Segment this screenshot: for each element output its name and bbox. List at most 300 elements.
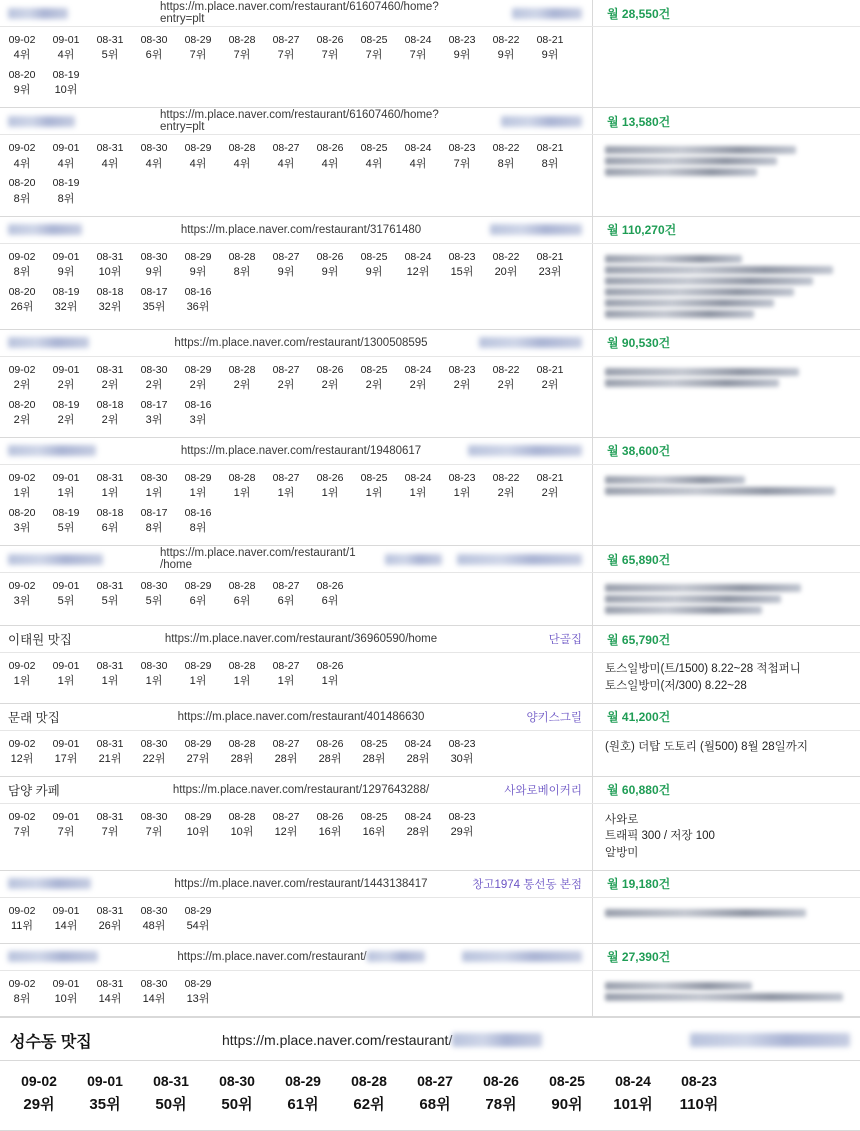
memo-line-redacted <box>605 255 742 263</box>
rank-cell <box>0 31 44 66</box>
rank-value: 28위 <box>274 752 298 765</box>
rank-value: 2위 <box>13 378 31 391</box>
rank-value: 2위 <box>453 378 471 391</box>
rank-history <box>0 731 592 776</box>
featured-rank-value: 50위 <box>221 1096 253 1114</box>
rank-date: 08-22 <box>492 363 520 376</box>
keyword-label <box>0 944 160 970</box>
rank-date: 09-01 <box>52 142 80 155</box>
featured-header-row <box>0 1020 860 1061</box>
memo-line-redacted <box>605 379 779 387</box>
place-url[interactable] <box>160 626 442 652</box>
rank-history <box>0 653 592 702</box>
rank-date: 08-17 <box>140 398 168 411</box>
featured-rank-date: 09-02 <box>21 1073 57 1090</box>
rank-date: 08-24 <box>404 737 432 750</box>
rank-cell <box>132 248 176 283</box>
keyword-label-redacted <box>8 554 103 565</box>
place-url-text: https://m.place.naver.com/restaurant/ <box>177 950 367 963</box>
rank-value: 8위 <box>57 192 75 205</box>
rank-value: 9위 <box>321 265 339 278</box>
rank-date: 09-01 <box>52 34 80 46</box>
place-header-row <box>0 217 860 244</box>
rank-cell <box>0 902 44 937</box>
rank-date: 08-26 <box>316 34 344 46</box>
rank-cell <box>440 139 484 174</box>
place-url[interactable] <box>160 871 442 897</box>
monthly-search-count <box>592 546 860 572</box>
rank-cell <box>176 902 220 937</box>
rank-date: 08-21 <box>536 250 564 263</box>
rank-cell <box>308 361 352 396</box>
place-body-row <box>0 804 860 870</box>
rank-cell <box>264 577 308 612</box>
rank-value: 9위 <box>57 265 75 278</box>
place-url[interactable] <box>160 546 442 572</box>
rank-cell <box>528 248 572 283</box>
rank-value: 2위 <box>541 378 559 391</box>
rank-date: 08-18 <box>96 507 124 520</box>
keyword-label-redacted <box>8 951 98 962</box>
rank-cell <box>396 361 440 396</box>
place-url[interactable] <box>160 944 442 970</box>
rank-cell <box>396 808 440 843</box>
featured-rank-cell <box>336 1073 402 1114</box>
rank-date: 08-31 <box>96 580 124 593</box>
rank-cell <box>308 577 352 612</box>
rank-cell <box>352 31 396 66</box>
place-url-text: https://m.place.naver.com/restaurant/61607460/home?entry=plt <box>160 1 439 25</box>
place-url[interactable] <box>160 217 442 243</box>
rank-cell <box>132 902 176 937</box>
rank-cell <box>484 361 528 396</box>
rank-date: 09-02 <box>8 904 36 917</box>
featured-place-url-redacted <box>452 1033 542 1047</box>
monthly-search-count-text: 월 110,270건 <box>607 223 677 238</box>
rank-cell <box>264 248 308 283</box>
featured-rank-value: 78위 <box>485 1096 517 1114</box>
rank-value: 6위 <box>321 595 339 608</box>
rank-date: 09-01 <box>52 977 80 990</box>
keyword-label-text: 문래 맛집 <box>8 710 60 725</box>
place-url-text: https://m.place.naver.com/restaurant/19480617 <box>180 444 422 457</box>
place-block <box>0 330 860 438</box>
monthly-search-count <box>592 626 860 652</box>
rank-value: 5위 <box>145 595 163 608</box>
rank-date: 08-29 <box>184 250 212 263</box>
rank-value: 7위 <box>453 157 471 170</box>
place-url[interactable] <box>160 777 442 803</box>
rank-history <box>0 971 592 1016</box>
rank-value: 29위 <box>450 825 474 838</box>
rank-history-line <box>0 902 592 937</box>
memo-cell <box>592 898 860 943</box>
rank-cell <box>484 139 528 174</box>
place-body-row <box>0 27 860 107</box>
place-url[interactable] <box>160 438 442 464</box>
rank-value: 1위 <box>277 675 295 688</box>
keyword-label <box>0 777 160 803</box>
rank-cell <box>528 139 572 174</box>
rank-value: 10위 <box>186 825 210 838</box>
rank-value: 4위 <box>57 157 75 170</box>
rank-date: 08-21 <box>536 34 564 46</box>
rank-date: 08-24 <box>404 363 432 376</box>
rank-date: 08-29 <box>184 142 212 155</box>
rank-value: 1위 <box>409 487 427 500</box>
rank-cell <box>484 31 528 66</box>
rank-date: 08-27 <box>272 142 300 155</box>
rank-cell <box>132 139 176 174</box>
place-name-tag-redacted <box>501 116 582 127</box>
rank-date: 08-30 <box>140 580 168 593</box>
place-url-text: https://m.place.naver.com/restaurant/1 /home <box>160 547 356 572</box>
place-url[interactable] <box>160 0 442 26</box>
rank-cell <box>352 808 396 843</box>
rank-date: 08-25 <box>360 737 388 750</box>
rank-date: 08-31 <box>96 810 124 823</box>
rank-date: 08-24 <box>404 250 432 263</box>
rank-value: 1위 <box>101 487 119 500</box>
place-body-row <box>0 135 860 215</box>
place-name-tag-text: 양키스그릴 <box>526 711 582 724</box>
rank-history <box>0 27 592 107</box>
monthly-search-count-text: 월 65,790건 <box>607 632 671 647</box>
rank-value: 1위 <box>321 675 339 688</box>
rank-date: 08-26 <box>316 471 344 484</box>
rank-value: 1위 <box>13 675 31 688</box>
rank-history <box>0 804 592 870</box>
rank-date: 08-26 <box>316 810 344 823</box>
rank-value: 26위 <box>98 919 122 932</box>
memo-line-redacted <box>605 909 806 917</box>
featured-rank-cell <box>402 1073 468 1114</box>
featured-place-block <box>0 1017 860 1131</box>
featured-rank-cell <box>138 1073 204 1114</box>
rank-cell <box>176 248 220 283</box>
memo-cell <box>592 653 860 702</box>
keyword-label-redacted <box>8 116 75 127</box>
rank-date: 08-30 <box>140 471 168 484</box>
rank-cell <box>132 396 176 431</box>
rank-cell <box>176 735 220 770</box>
rank-cell <box>88 808 132 843</box>
rank-date: 08-23 <box>448 363 476 376</box>
rank-date: 08-27 <box>272 250 300 263</box>
rank-value: 2위 <box>57 414 75 426</box>
rank-value: 14위 <box>54 919 78 932</box>
featured-keyword-label <box>0 1020 210 1060</box>
keyword-label-text: 이태원 맛집 <box>8 633 72 648</box>
rank-value: 48위 <box>142 919 166 932</box>
rank-cell <box>0 504 44 539</box>
featured-rank-cell <box>468 1073 534 1114</box>
rank-value: 26위 <box>10 301 34 313</box>
memo-line-redacted <box>605 277 813 285</box>
featured-rank-cell <box>600 1073 666 1114</box>
rank-history <box>0 135 592 215</box>
place-name-tag-redacted <box>457 554 582 565</box>
rank-value: 7위 <box>365 49 383 62</box>
rank-value: 2위 <box>497 487 515 500</box>
place-name-tag <box>442 217 592 243</box>
place-name-tag <box>442 626 592 652</box>
place-name-tag-redacted <box>512 8 582 19</box>
rank-date: 08-28 <box>228 250 256 263</box>
featured-place-url[interactable] <box>210 1020 660 1060</box>
rank-cell <box>44 396 88 431</box>
rank-cell <box>0 396 44 431</box>
rank-date: 08-20 <box>8 507 36 520</box>
keyword-label-redacted <box>8 224 82 235</box>
monthly-search-count-text: 월 13,580건 <box>607 114 671 129</box>
rank-cell <box>484 248 528 283</box>
rank-date: 08-21 <box>536 363 564 376</box>
place-header-row <box>0 108 860 135</box>
keyword-label <box>0 438 160 464</box>
rank-date: 08-25 <box>360 142 388 155</box>
rank-cell <box>440 361 484 396</box>
rank-cell <box>88 396 132 431</box>
memo-line-redacted <box>605 168 757 176</box>
rank-date: 08-30 <box>140 904 168 917</box>
place-name-tag <box>442 108 592 134</box>
rank-value: 1위 <box>189 675 207 688</box>
keyword-label-redacted <box>8 8 68 19</box>
rank-date: 08-31 <box>96 34 124 46</box>
rank-history-line <box>0 174 592 209</box>
rank-cell <box>176 139 220 174</box>
rank-cell <box>176 504 220 539</box>
place-name-tag-redacted <box>462 951 582 962</box>
monthly-search-count <box>592 871 860 897</box>
rank-value: 7위 <box>277 49 295 62</box>
featured-rank-history <box>0 1061 860 1130</box>
rank-history-line <box>0 248 592 283</box>
memo-cell <box>592 27 860 107</box>
rank-cell <box>396 735 440 770</box>
place-header-row <box>0 871 860 898</box>
memo-cell <box>592 357 860 437</box>
rank-history-line <box>0 808 592 843</box>
rank-date: 08-23 <box>448 810 476 823</box>
featured-rank-date: 08-26 <box>483 1073 519 1090</box>
featured-rank-cell <box>666 1073 732 1114</box>
place-header-row <box>0 777 860 804</box>
rank-cell <box>176 975 220 1010</box>
rank-cell <box>264 808 308 843</box>
rank-cell <box>0 139 44 174</box>
rank-date: 08-17 <box>140 285 168 298</box>
rank-cell <box>44 31 88 66</box>
featured-rank-date: 08-29 <box>285 1073 321 1090</box>
rank-value: 2위 <box>189 378 207 391</box>
rank-value: 2위 <box>365 378 383 391</box>
rank-date: 08-25 <box>360 363 388 376</box>
rank-cell <box>264 469 308 504</box>
place-url[interactable] <box>160 330 442 356</box>
rank-cell <box>132 31 176 66</box>
place-url-text: https://m.place.naver.com/restaurant/36960590/home <box>164 633 438 646</box>
rank-date: 08-19 <box>52 69 80 82</box>
rank-value: 9위 <box>497 49 515 62</box>
rank-value: 15위 <box>450 265 474 278</box>
rank-date: 08-25 <box>360 810 388 823</box>
rank-date: 08-30 <box>140 34 168 46</box>
place-block <box>0 0 860 108</box>
rank-date: 09-01 <box>52 810 80 823</box>
memo-cell <box>592 573 860 625</box>
rank-cell <box>176 577 220 612</box>
rank-value: 9위 <box>541 49 559 62</box>
rank-cell <box>44 504 88 539</box>
rank-date: 08-28 <box>228 142 256 155</box>
keyword-label <box>0 0 160 26</box>
featured-rank-date: 08-24 <box>615 1073 651 1090</box>
rank-cell <box>352 735 396 770</box>
rank-cell <box>88 657 132 692</box>
rank-value: 1위 <box>365 487 383 500</box>
rank-cell <box>132 975 176 1010</box>
memo-line-redacted <box>605 299 774 307</box>
place-name-tag-redacted <box>468 445 582 456</box>
keyword-label <box>0 217 160 243</box>
rank-date: 08-29 <box>184 580 212 593</box>
monthly-search-count <box>592 704 860 730</box>
memo-line: 토스일방미(저/300) 8.22~28 <box>605 679 747 692</box>
place-name-tag <box>442 546 592 572</box>
rank-value: 2위 <box>497 378 515 391</box>
rank-value: 2위 <box>321 378 339 391</box>
rank-cell <box>0 735 44 770</box>
place-name-tag <box>442 330 592 356</box>
memo-line-redacted <box>605 157 777 165</box>
rank-date: 08-24 <box>404 471 432 484</box>
rank-cell <box>440 469 484 504</box>
featured-rank-value: 110위 <box>679 1096 719 1114</box>
monthly-search-count <box>592 0 860 26</box>
featured-rank-date: 08-25 <box>549 1073 585 1090</box>
place-url-text: https://m.place.naver.com/restaurant/401486630 <box>177 710 425 723</box>
rank-date: 08-29 <box>184 34 212 46</box>
place-block <box>0 704 860 777</box>
rank-cell <box>132 361 176 396</box>
rank-value: 10위 <box>230 825 254 838</box>
rank-date: 08-23 <box>448 34 476 46</box>
rank-value: 9위 <box>13 84 31 97</box>
rank-date: 09-02 <box>8 977 36 990</box>
rank-cell <box>308 31 352 66</box>
rank-cell <box>308 657 352 692</box>
place-header-row <box>0 330 860 357</box>
rank-value: 22위 <box>142 752 166 765</box>
rank-value: 6위 <box>277 595 295 608</box>
rank-date: 08-28 <box>228 34 256 46</box>
rank-history <box>0 898 592 943</box>
rank-cell <box>88 248 132 283</box>
rank-value: 4위 <box>189 157 207 170</box>
rank-value: 1위 <box>189 487 207 500</box>
rank-cell <box>44 657 88 692</box>
rank-date: 08-29 <box>184 977 212 990</box>
rank-cell <box>132 808 176 843</box>
rank-cell <box>352 248 396 283</box>
rank-value: 12위 <box>274 825 298 838</box>
rank-value: 21위 <box>98 752 122 765</box>
rank-cell <box>44 283 88 318</box>
rank-cell <box>44 808 88 843</box>
rank-cell <box>0 174 44 209</box>
rank-value: 32위 <box>98 301 122 313</box>
rank-date: 08-28 <box>228 471 256 484</box>
rank-cell <box>88 31 132 66</box>
rank-value: 4위 <box>13 49 31 62</box>
rank-value: 2위 <box>101 378 119 391</box>
rank-value: 6위 <box>189 595 207 608</box>
rank-date: 08-24 <box>404 142 432 155</box>
memo-line-redacted <box>605 310 754 318</box>
memo-line-redacted <box>605 476 745 484</box>
rank-cell <box>308 139 352 174</box>
rank-value: 4위 <box>233 157 251 170</box>
memo-cell <box>592 135 860 215</box>
rank-date: 08-20 <box>8 398 36 411</box>
memo-line-redacted <box>605 993 843 1001</box>
place-name-tag-text: 창고1974 통선동 본점 <box>472 878 582 891</box>
rank-date: 08-26 <box>316 250 344 263</box>
rank-value: 10위 <box>54 84 78 97</box>
monthly-search-count <box>592 438 860 464</box>
rank-date: 08-30 <box>140 810 168 823</box>
rank-date: 08-24 <box>404 810 432 823</box>
rank-date: 08-22 <box>492 250 520 263</box>
rank-value: 1위 <box>101 675 119 688</box>
rank-value: 9위 <box>145 265 163 278</box>
rank-date: 08-21 <box>536 142 564 155</box>
rank-date: 08-26 <box>316 142 344 155</box>
rank-value: 14위 <box>142 993 166 1006</box>
featured-rank-value: 61위 <box>287 1096 319 1114</box>
rank-value: 8위 <box>541 157 559 170</box>
place-url[interactable] <box>160 108 442 134</box>
place-body-row <box>0 244 860 329</box>
rank-date: 08-27 <box>272 660 300 673</box>
rank-cell <box>132 577 176 612</box>
rank-value: 4위 <box>365 157 383 170</box>
place-name-tag <box>442 0 592 26</box>
rank-cell <box>176 396 220 431</box>
rank-cell <box>528 361 572 396</box>
rank-value: 5위 <box>57 522 75 535</box>
memo-line: 사와로 <box>605 813 639 826</box>
rank-date: 08-27 <box>272 471 300 484</box>
monthly-search-count-text: 월 38,600건 <box>607 444 671 459</box>
rank-value: 5위 <box>101 595 119 608</box>
place-url[interactable] <box>160 704 442 730</box>
place-header-row <box>0 626 860 653</box>
memo-line: 알방미 <box>605 847 639 860</box>
rank-value: 7위 <box>57 825 75 838</box>
monthly-search-count-text: 월 41,200건 <box>607 710 671 725</box>
rank-date: 08-27 <box>272 34 300 46</box>
rank-date: 08-28 <box>228 810 256 823</box>
rank-date: 08-31 <box>96 250 124 263</box>
rank-date: 08-31 <box>96 363 124 376</box>
rank-value: 1위 <box>13 487 31 500</box>
rank-history-line <box>0 31 592 66</box>
place-name-tag <box>442 871 592 897</box>
rank-history-line <box>0 469 592 504</box>
